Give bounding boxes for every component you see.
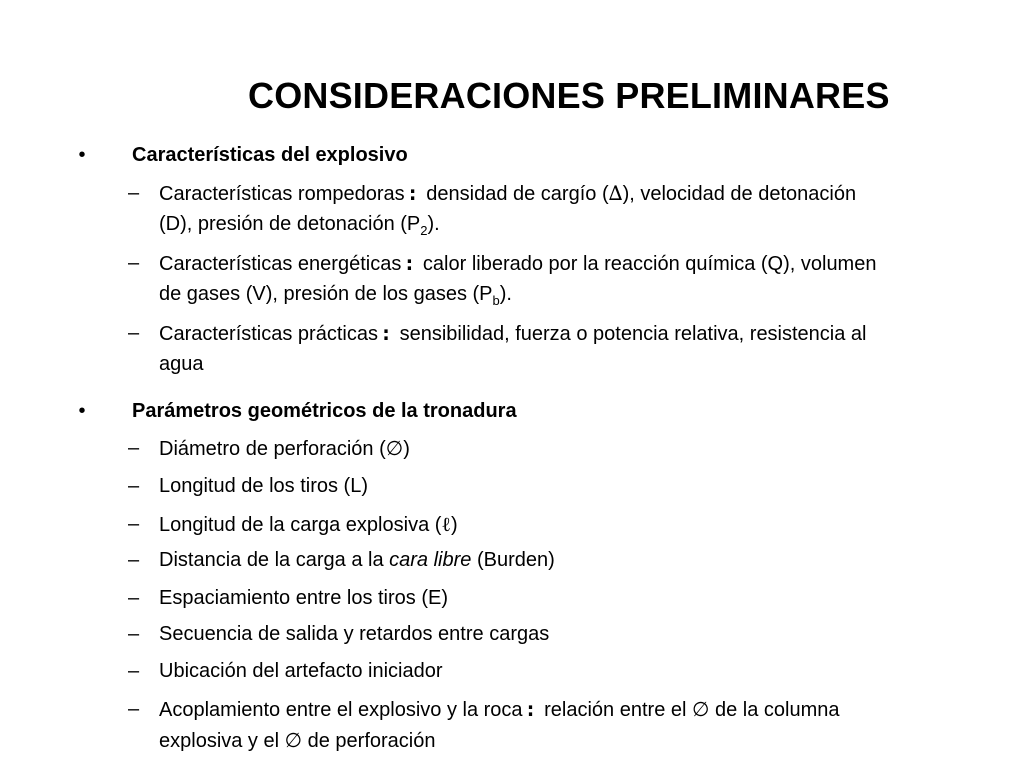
diameter-icon: ∅ xyxy=(284,728,303,752)
colon: : xyxy=(524,697,537,721)
slide-title: CONSIDERACIONES PRELIMINARES xyxy=(248,75,890,116)
item-text: Diámetro de perforación ( xyxy=(159,438,386,460)
item-text: sensibilidad, fuerza o potencia relativa, resistencia al agua xyxy=(159,323,867,375)
bullet-heading: Parámetros geométricos de la tronadura xyxy=(132,400,517,422)
item-label: Características prácticas xyxy=(159,323,378,345)
sub-item-rompedoras xyxy=(128,178,888,246)
sub-item-longitud-carga xyxy=(128,509,888,540)
dash-icon: – xyxy=(128,698,140,720)
sub-item-acoplamiento xyxy=(128,694,888,756)
sub-item-longitud-tiros xyxy=(128,471,888,501)
sub-item-energeticas xyxy=(128,248,888,316)
item-label: Características energéticas xyxy=(159,253,402,275)
dash-icon: – xyxy=(128,549,140,571)
colon: : xyxy=(379,321,393,345)
dash-icon: – xyxy=(128,437,140,459)
dash-icon: – xyxy=(128,475,140,497)
item-text: densidad de cargío ( xyxy=(420,183,609,205)
sub-item-practicas xyxy=(128,318,888,379)
sub-item-ubicacion xyxy=(128,656,888,686)
colon: : xyxy=(406,181,419,205)
colon: : xyxy=(403,251,416,275)
dash-icon: – xyxy=(128,587,140,609)
item-text: Secuencia de salida y retardos entre cargas xyxy=(159,623,550,645)
bullet-heading: Características del explosivo xyxy=(132,144,408,166)
item-text: calor liberado por la reacción química (Q), volumen de gases (V), presión de los gases (P xyxy=(159,253,877,305)
script-l-icon: ℓ xyxy=(441,512,451,536)
dash-icon: – xyxy=(128,660,140,682)
sub-item-espaciamiento xyxy=(128,583,888,613)
dash-icon: – xyxy=(128,182,140,204)
bullet-icon: • xyxy=(78,400,86,422)
item-text: relación entre el xyxy=(538,699,692,721)
item-text: ) xyxy=(403,438,410,460)
item-text: ), velocidad de detonación (D), presión de detonación (P xyxy=(159,183,857,235)
diameter-icon: ∅ xyxy=(692,697,710,721)
item-text: ). xyxy=(499,283,512,305)
item-text: Distancia de la carga a la xyxy=(159,549,390,571)
subscript: b xyxy=(492,293,500,308)
sub-item-diametro xyxy=(128,433,888,464)
dash-icon: – xyxy=(128,623,140,645)
subscript: 2 xyxy=(420,223,428,238)
dash-icon: – xyxy=(128,513,140,535)
bullet-icon: • xyxy=(78,144,86,166)
sub-item-distancia-carga xyxy=(128,545,888,575)
item-text: Espaciamiento entre los tiros (E) xyxy=(159,587,449,609)
item-text: de perforación xyxy=(302,730,436,752)
item-italic-text: cara libre xyxy=(389,549,472,571)
item-text: ) xyxy=(451,514,458,536)
dash-icon: – xyxy=(128,322,140,344)
item-text: Ubicación del artefacto iniciador xyxy=(159,660,443,682)
delta-icon: ∆ xyxy=(608,181,623,205)
item-text: de la columna explosiva y el xyxy=(159,699,840,752)
dash-icon: – xyxy=(128,252,140,274)
item-text: ). xyxy=(427,213,440,235)
sub-item-secuencia xyxy=(128,619,888,649)
item-text: (Burden) xyxy=(471,549,555,571)
item-text: Longitud de los tiros (L) xyxy=(159,475,369,497)
item-label: Características rompedoras xyxy=(159,183,405,205)
item-label: Acoplamiento entre el explosivo y la roca xyxy=(159,699,523,721)
diameter-icon: ∅ xyxy=(385,436,404,460)
item-text: Longitud de la carga explosiva ( xyxy=(159,514,442,536)
